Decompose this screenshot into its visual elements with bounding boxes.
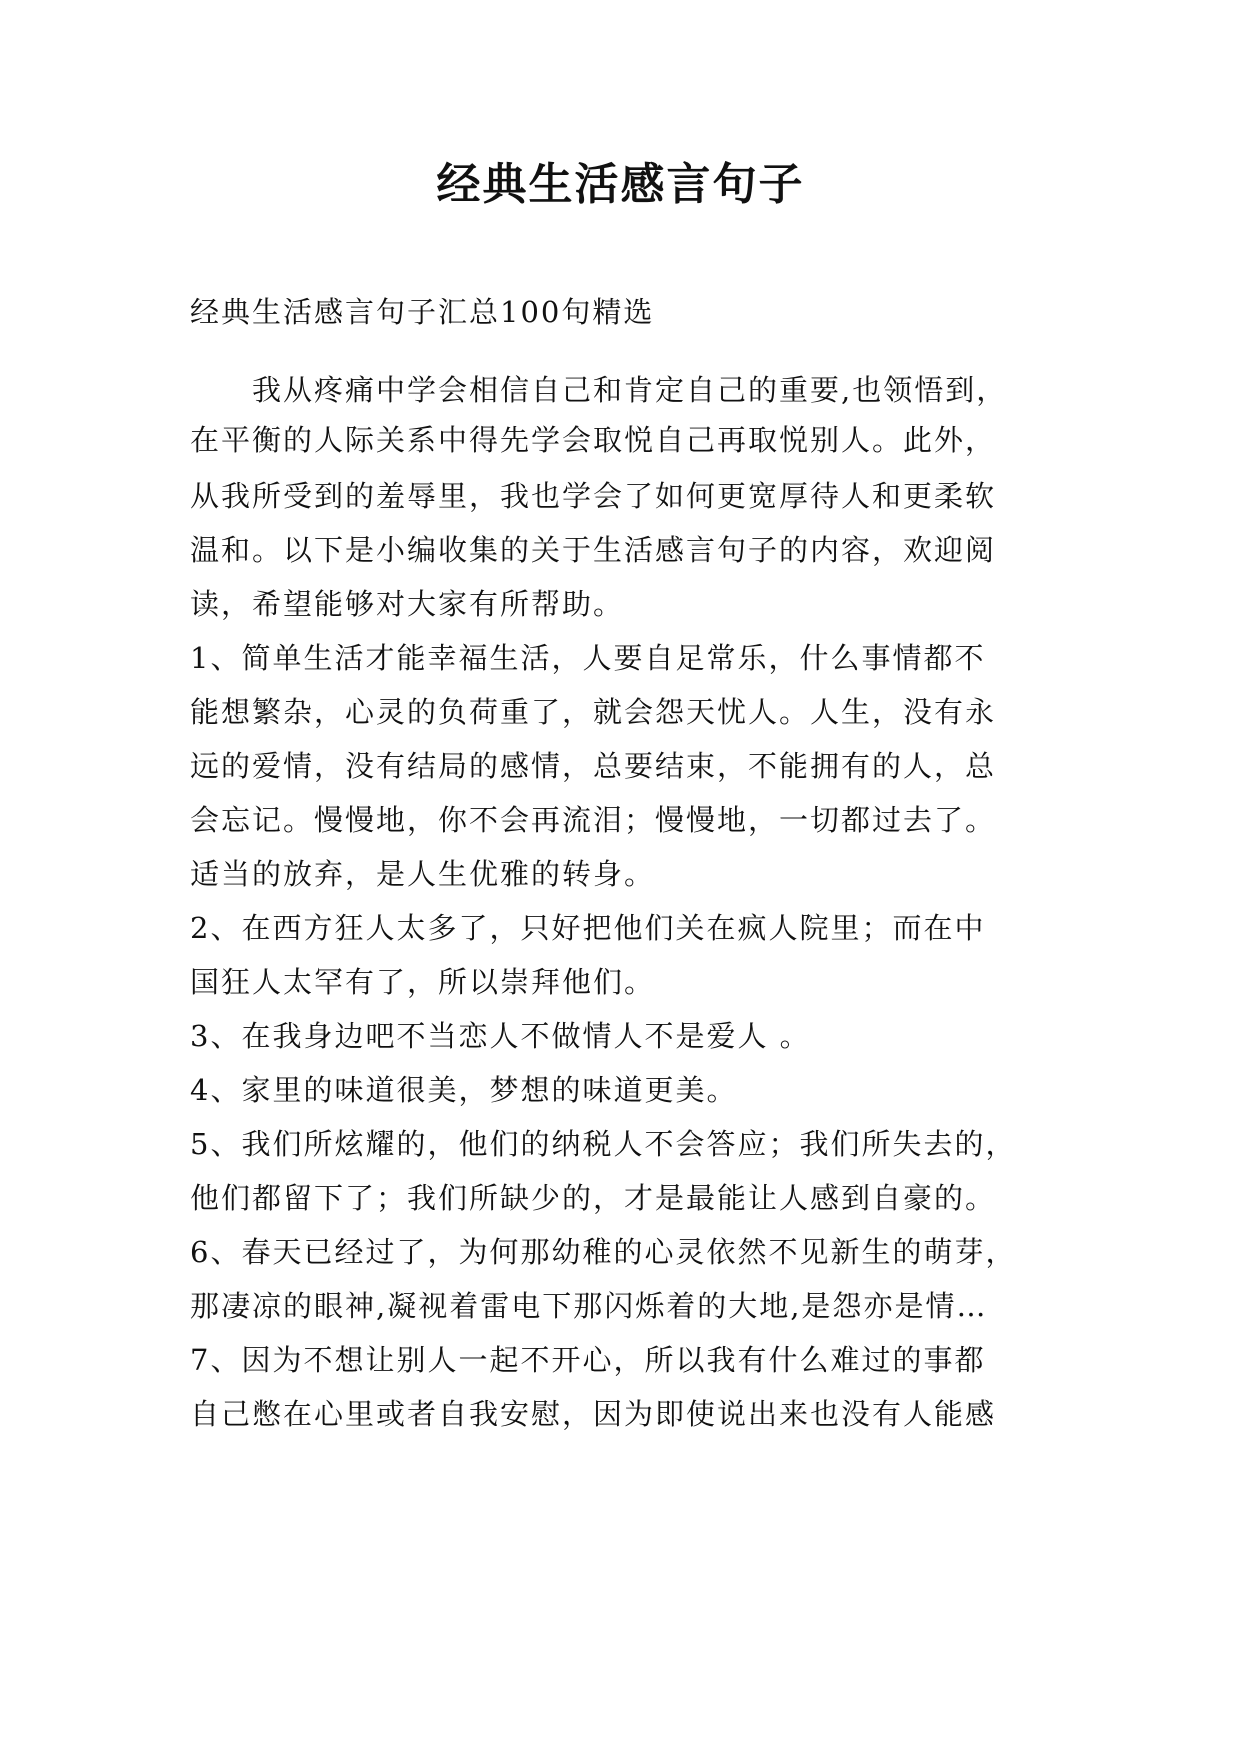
list-item-line: 国狂人太罕有了，所以崇拜他们。	[190, 965, 656, 999]
list-item-line: 能想繁杂，心灵的负荷重了，就会怨天忧人。人生，没有永	[190, 695, 997, 729]
list-item-line: 会忘记。慢慢地，你不会再流泪；慢慢地，一切都过去了。	[190, 803, 997, 837]
list-item-line: 2、在西方狂人太多了，只好把他们关在疯人院里；而在中	[190, 911, 986, 945]
list-item-line: 3、在我身边吧不当恋人不做情人不是爱人 。	[190, 1019, 811, 1053]
body-line: 在平衡的人际关系中得先学会取悦自己再取悦别人。此外，	[190, 423, 997, 457]
document-subtitle: 经典生活感言句子汇总100句精选	[190, 295, 655, 329]
body-line: 我从疼痛中学会相信自己和肯定自己的重要,也领悟到，	[190, 373, 1008, 407]
document-title: 经典生活感言句子	[436, 159, 805, 210]
list-item-line: 1、简单生活才能幸福生活，人要自足常乐，什么事情都不	[190, 641, 986, 675]
list-item-line: 远的爱情，没有结局的感情，总要结束，不能拥有的人，总	[190, 749, 997, 783]
list-item-line: 4、家里的味道很美，梦想的味道更美。	[190, 1073, 738, 1107]
body-line: 温和。以下是小编收集的关于生活感言句子的内容，欢迎阅	[190, 533, 997, 567]
list-item-line: 自己憋在心里或者自我安慰，因为即使说出来也没有人能感	[190, 1397, 997, 1431]
body-line: 从我所受到的羞辱里，我也学会了如何更宽厚待人和更柔软	[190, 479, 997, 513]
list-item-line: 7、因为不想让别人一起不开心，所以我有什么难过的事都	[190, 1343, 986, 1377]
list-item-line: 5、我们所炫耀的，他们的纳税人不会答应；我们所失去的，	[190, 1127, 1017, 1161]
list-item-line: 他们都留下了；我们所缺少的，才是最能让人感到自豪的。	[190, 1181, 997, 1215]
list-item-line: 6、春天已经过了，为何那幼稚的心灵依然不见新生的萌芽，	[190, 1235, 1017, 1269]
list-item-line: 适当的放弃，是人生优雅的转身。	[190, 857, 656, 891]
list-item-line: 那凄凉的眼神,凝视着雷电下那闪烁着的大地,是怨亦是情…	[190, 1289, 988, 1323]
body-line: 读，希望能够对大家有所帮助。	[190, 587, 625, 621]
